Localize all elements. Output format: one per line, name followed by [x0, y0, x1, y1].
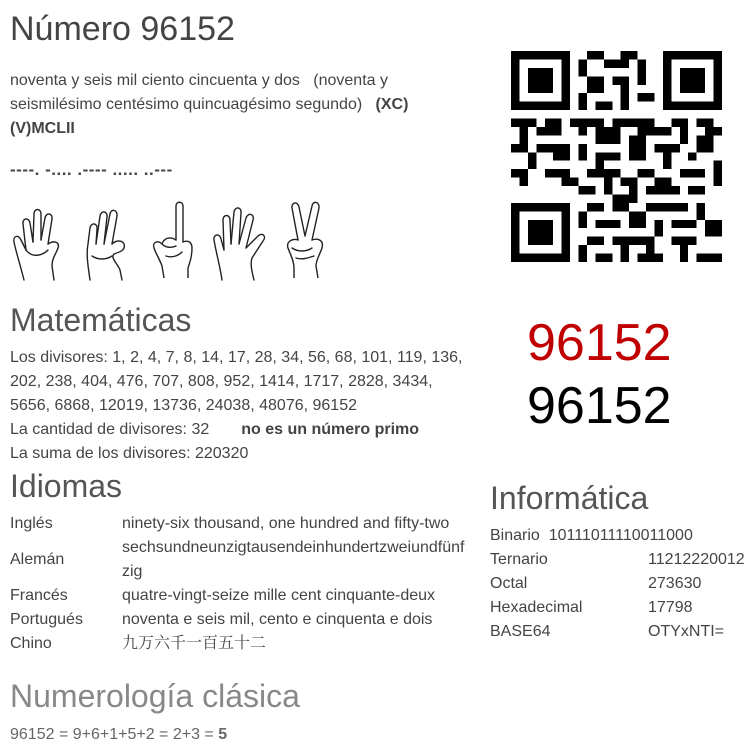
- hand-9-icon: [10, 204, 68, 282]
- binary-line: Binario 10111011110011000: [490, 527, 693, 544]
- table-row: Portugués noventa e seis mil, cento e cinquenta e dois: [10, 611, 433, 628]
- divisor-count: La cantidad de divisores: 32 no es un número primo: [10, 421, 420, 438]
- computing-heading: Informática: [490, 480, 649, 516]
- hand-2-icon: [278, 200, 336, 278]
- ordinal-words: (noventa y seismilésimo centésimo quincuagésimo segundo): [10, 72, 388, 113]
- math-heading: Matemáticas: [10, 302, 192, 338]
- computing-table: [490, 548, 745, 644]
- hand-1-icon: [146, 200, 204, 278]
- math-section: [10, 346, 480, 466]
- numerology-formula: 96152 = 9+6+1+5+2 = 2+3 = 5: [10, 726, 228, 743]
- numerology-result: 5: [218, 726, 228, 743]
- divisors-label: Los divisores:: [10, 349, 108, 366]
- table-row: Chino 九万六千一百五十二: [10, 635, 267, 652]
- table-row: Inglés ninety-six thousand, one hundred and fifty-two: [10, 515, 450, 532]
- divisors-line-3: 5656, 6868, 12019, 13736, 24038, 48076, 96152: [10, 397, 357, 414]
- prime-status: no es un número primo: [241, 421, 420, 438]
- roman-numeral: (XC)(V)MCLII: [10, 96, 409, 137]
- table-row: Hexadecimal 17798: [490, 599, 693, 616]
- qr-code-icon: [511, 51, 722, 262]
- page-title: Número 96152: [10, 10, 235, 48]
- languages-heading: Idiomas: [10, 468, 123, 504]
- big-number-black: 96152: [527, 377, 672, 435]
- table-row: BASE64 OTYxNTI=: [490, 623, 725, 640]
- spanish-words: noventa y seis mil ciento cincuenta y dos: [10, 72, 300, 89]
- divisors-line-1: Los divisores: 1, 2, 4, 7, 8, 14, 17, 28, 34, 56, 68, 101, 119, 136,: [10, 349, 463, 366]
- hand-6-icon: [78, 204, 136, 282]
- morse-code: ----. -.... .---- ..... ..---: [10, 160, 173, 179]
- divisor-sum: La suma de los divisores: 220320: [10, 445, 249, 462]
- languages-table: [10, 512, 470, 656]
- binary-value: 10111011110011000: [548, 527, 693, 544]
- table-row: Francés quatre-vingt-seize mille cent cinquante-deux: [10, 587, 436, 604]
- numerology-heading: Numerología clásica: [10, 678, 300, 714]
- sign-language-hands: [10, 200, 330, 282]
- number-words: [10, 69, 470, 141]
- table-row: Ternario 11212220012: [490, 551, 745, 568]
- table-row: Octal 273630: [490, 575, 702, 592]
- big-number-red: 96152: [527, 314, 672, 372]
- divisors-line-2: 202, 238, 404, 476, 707, 808, 952, 1414, 1717, 2828, 3434,: [10, 373, 433, 390]
- table-row: Alemán sechsundneunzigtausendeinhundertzweiundfünf zig: [10, 539, 465, 580]
- hand-5-icon: [210, 204, 268, 282]
